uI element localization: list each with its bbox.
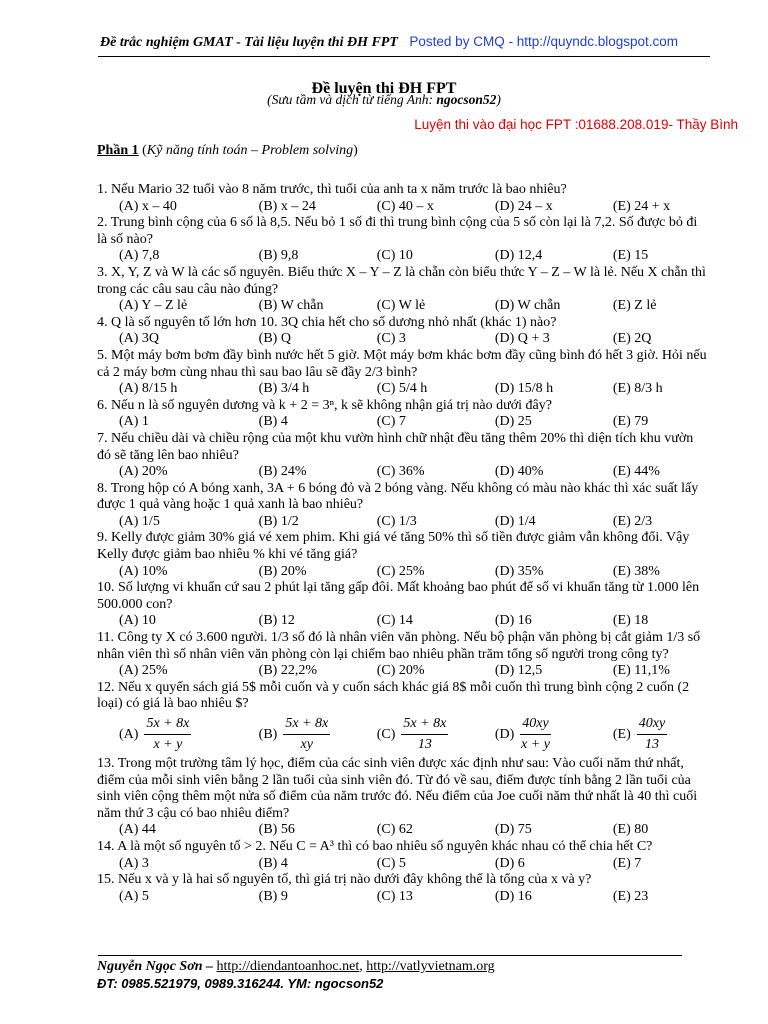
- footer-divider: [98, 955, 682, 956]
- answer-option: (B) 4: [258, 414, 288, 430]
- answer-option: (C) 10: [376, 248, 413, 264]
- header-link[interactable]: Posted by CMQ - http://quyndc.blogspot.com: [409, 34, 679, 49]
- answer-option: (C) 13: [376, 888, 413, 904]
- question-item: [97, 215, 709, 265]
- answer-option: (C) 1/3: [376, 513, 417, 529]
- fraction-denominator: x + y: [521, 737, 550, 752]
- section-label: Phần 1: [97, 143, 139, 158]
- answer-option: (D) 6: [494, 855, 525, 871]
- answer-options: [97, 514, 709, 531]
- header-title: Đề trắc nghiệm GMAT - Tài liệu luyện thi ĐH FPT: [100, 35, 398, 50]
- answer-options: [97, 822, 709, 839]
- fraction: [520, 716, 550, 753]
- answer-option: (C) 25%: [376, 563, 425, 579]
- answer-options: [97, 331, 709, 348]
- subtitle-suffix: ): [496, 92, 501, 107]
- answer-options: [97, 381, 709, 398]
- answer-option-label: (B): [258, 726, 278, 742]
- answer-option: (A) 1: [119, 414, 149, 430]
- answer-option: (A) 25%: [119, 663, 168, 679]
- subtitle-author: ngocson52: [436, 92, 497, 107]
- answer-option: (D) 24 – x: [494, 198, 553, 214]
- footer-author: Nguyễn Ngọc Sơn –: [97, 959, 214, 974]
- answer-option: (B) Q: [258, 331, 291, 347]
- footer-separator: ,: [359, 959, 363, 974]
- question-item: [97, 580, 709, 630]
- document-subtitle: [0, 92, 768, 108]
- question-text: 8. Trong hộp có A bóng xanh, 3A + 6 bóng đỏ và 2 bóng vàng. Nếu không có màu nào khác thì xác suất lấy được 1 quả vàng hoặc 1 quả xanh là bao nhiêu?: [97, 480, 699, 513]
- answer-option: (A) 3: [119, 855, 149, 871]
- answer-option: (B) 56: [258, 822, 295, 838]
- subtitle-prefix: (Sưu tầm và dịch từ tiếng Anh:: [267, 92, 437, 107]
- answer-option: (C) 3: [376, 331, 406, 347]
- answer-option: (E) 15: [612, 248, 649, 264]
- answer-option: (E) 7: [612, 855, 642, 871]
- fraction-denominator: xy: [300, 737, 313, 752]
- answer-option: (A) 8/15 h: [119, 381, 178, 397]
- section-paren-open: (: [142, 143, 147, 158]
- answer-option: (E) 2Q: [612, 331, 652, 347]
- section-heading: [97, 143, 358, 159]
- answer-option: (A) 3Q: [119, 331, 160, 347]
- answer-option: (A) 1/5: [119, 513, 160, 529]
- answer-option: (D) Q + 3: [494, 331, 550, 347]
- answer-option: (A) 7,8: [119, 248, 160, 264]
- answer-option: (D) 1/4: [494, 513, 536, 529]
- question-item: [97, 481, 709, 531]
- answer-option: (D) 12,4: [494, 248, 543, 264]
- fraction: [283, 716, 330, 753]
- page-header: [100, 34, 710, 51]
- answer-option: (D) 75: [494, 822, 532, 838]
- question-item: [97, 315, 709, 348]
- section-description: Kỹ năng tính toán – Problem solving: [146, 143, 354, 158]
- question-item: [97, 265, 709, 315]
- answer-option: (C) 20%: [376, 663, 425, 679]
- answer-option: (D) W chẵn: [494, 298, 561, 314]
- question-text: 11. Công ty X có 3.600 người. 1/3 số đó là nhân viên văn phòng. Nếu bộ phận văn phòng bị cắt giảm 1/3 số nhân viên thì số nhân viên văn phòng còn lại chiếm bao nhiêu phần trăm tổng số người trong công ty?: [97, 630, 701, 662]
- answer-option: (B) 4: [258, 855, 288, 871]
- answer-option: (C) W lẻ: [376, 298, 426, 314]
- answer-option: (C) 40 – x: [376, 198, 434, 214]
- question-item: [97, 182, 709, 215]
- answer-option: (C) 7: [376, 414, 406, 430]
- answer-options: [97, 564, 709, 581]
- promo-text: Luyện thi vào đại học FPT :01688.208.019- Thầy Bình: [414, 117, 738, 132]
- answer-option: [97, 716, 237, 753]
- header-divider: [98, 56, 710, 57]
- footer-link-vatlyvietnam[interactable]: http://vatlyvietnam.org: [366, 959, 495, 974]
- answer-option: (C) 36%: [376, 464, 425, 480]
- question-text: 2. Trung bình cộng của 6 số là 8,5. Nếu bỏ 1 số đi thì trung bình cộng của 5 số còn lại là 7,2. Số được bỏ đi là số nào?: [97, 215, 698, 247]
- question-item: [97, 398, 709, 431]
- question-item: [97, 756, 709, 839]
- question-text: 5. Một máy bơm bơm đầy bình nước hết 5 giờ. Một máy bơm khác bơm đầy cũng bình đó hết 3 giờ. Hỏi nếu cả 2 máy bơm cùng nhau thì sau bao lâu sẽ đầy 2/3 bình?: [97, 347, 707, 380]
- answer-option: (C) 5: [376, 855, 406, 871]
- answer-option: (D) 16: [494, 888, 532, 904]
- answer-options: [97, 199, 709, 216]
- answer-option: (E) 18: [612, 613, 649, 629]
- answer-option: (C) 62: [376, 822, 413, 838]
- answer-option: (B) 9,8: [258, 248, 299, 264]
- answer-option: (B) 12: [258, 613, 295, 629]
- footer-link-diendantoanhoc[interactable]: http://diendantoanhoc.net: [216, 959, 360, 974]
- answer-option: [473, 716, 591, 753]
- answer-option: (A) Y – Z lẻ: [119, 298, 188, 314]
- fraction-numerator: 5x + 8x: [283, 716, 330, 735]
- answer-option: (E) 23: [612, 888, 649, 904]
- question-text: 3. X, Y, Z và W là các số nguyên. Biểu thức X – Y – Z là chẵn còn biểu thức Y – Z – W là lẻ. Nếu X chẵn thì trong các câu sau câu nào đúng?: [97, 264, 706, 297]
- question-text: 7. Nếu chiều dài và chiều rộng của một khu vườn hình chữ nhật đều tăng thêm 20% thì diện tích khu vườn đó sẽ tăng lên bao nhiêu?: [97, 430, 694, 463]
- question-text: 4. Q là số nguyên tố lớn hơn 10. 3Q chia hết cho số dương nhỏ nhất (khác 1) nào?: [97, 314, 557, 330]
- answer-option: (E) 8/3 h: [612, 381, 663, 397]
- answer-option: (E) 24 + x: [612, 198, 671, 214]
- fraction-denominator: 13: [417, 737, 432, 752]
- question-text: 6. Nếu n là số nguyên dương và k + 2 = 3ⁿ, k sẽ không nhận giá trị nào dưới đây?: [97, 397, 552, 413]
- answer-option: (B) W chẵn: [258, 298, 324, 314]
- answer-options: [97, 298, 709, 315]
- question-text: 10. Số lượng vi khuẩn cứ sau 2 phút lại tăng gấp đôi. Mất khoảng bao phút để số vi khuẩn tăng từ 1.000 lên 500.000 con?: [97, 580, 700, 612]
- answer-option: (A) 10: [119, 613, 156, 629]
- fraction: [637, 716, 667, 753]
- answer-option: (E) 80: [612, 822, 649, 838]
- question-text: 12. Nếu x quyển sách giá 5$ mỗi cuốn và y cuốn sách khác giá 8$ mỗi cuốn thì trung bình cộng 2 cuốn (2 loại) có giá là bao nhiêu $?: [97, 679, 690, 712]
- section-paren-close: ): [353, 143, 358, 158]
- question-text: 14. A là một số nguyên tố > 2. Nếu C = A³ thì có bao nhiêu số nguyên khác nhau có thể chia hết C?: [97, 838, 653, 854]
- answer-option: (E) 38%: [612, 563, 660, 579]
- question-item: [97, 630, 709, 680]
- question-item: [97, 530, 709, 580]
- answer-option: (A) 44: [119, 822, 156, 838]
- answer-option: (D) 15/8 h: [494, 381, 554, 397]
- answer-options: [97, 613, 709, 630]
- fraction-numerator: 5x + 8x: [401, 716, 448, 735]
- question-item: [97, 872, 709, 905]
- answer-option-label: (C): [376, 726, 396, 742]
- answer-option: (B) 22,2%: [258, 663, 317, 679]
- answer-option: (B) 24%: [258, 464, 307, 480]
- answer-option: [355, 716, 473, 753]
- question-item: [97, 431, 709, 481]
- fraction-numerator: 5x + 8x: [144, 716, 191, 735]
- fraction-denominator: x + y: [153, 737, 183, 752]
- answer-option: (E) 2/3: [612, 513, 653, 529]
- fraction-numerator: 40xy: [637, 716, 667, 735]
- answer-option: (B) 20%: [258, 563, 307, 579]
- answer-option: (C) 5/4 h: [376, 381, 428, 397]
- answer-option: (E) 11,1%: [612, 663, 670, 679]
- answer-option: (D) 25: [494, 414, 532, 430]
- question-list: [97, 182, 709, 905]
- footer-line: [97, 959, 495, 975]
- answer-option: (D) 12,5: [494, 663, 543, 679]
- answer-option: (A) 20%: [119, 464, 168, 480]
- answer-option-label: (D): [494, 726, 515, 742]
- answer-option: (E) 44%: [612, 464, 660, 480]
- answer-option: [591, 716, 709, 753]
- answer-options: [97, 889, 709, 906]
- answer-option: (C) 14: [376, 613, 413, 629]
- answer-option-label: (A): [119, 726, 139, 742]
- question-item: [97, 348, 709, 398]
- answer-options: [97, 663, 709, 680]
- answer-option: [237, 716, 355, 753]
- fraction: [144, 716, 191, 753]
- answer-option: (A) 10%: [119, 563, 168, 579]
- fraction: [401, 716, 448, 753]
- document-title: Đề luyện thi ĐH FPT: [311, 80, 457, 97]
- question-text: 1. Nếu Mario 32 tuổi vào 8 năm trước, thì tuổi của anh ta x năm trước là bao nhiêu?: [97, 182, 567, 197]
- answer-option: (B) 3/4 h: [258, 381, 310, 397]
- answer-options: [97, 856, 709, 873]
- answer-option: (B) 1/2: [258, 513, 299, 529]
- answer-option: (D) 35%: [494, 563, 544, 579]
- answer-option: (A) x – 40: [119, 198, 177, 214]
- question-text: 15. Nếu x và y là hai số nguyên tố, thì giá trị nào dưới đây không thể là tổng của x và y?: [97, 872, 592, 888]
- answer-option: (D) 40%: [494, 464, 544, 480]
- answer-options: [97, 464, 709, 481]
- answer-options: [97, 248, 709, 265]
- answer-option: (D) 16: [494, 613, 532, 629]
- answer-option: (B) x – 24: [258, 198, 316, 214]
- answer-options: [97, 414, 709, 431]
- question-item: [97, 680, 709, 755]
- fraction-numerator: 40xy: [520, 716, 550, 735]
- question-item: [97, 839, 709, 872]
- answer-option: (B) 9: [258, 888, 288, 904]
- answer-options: [97, 715, 709, 755]
- answer-option: (A) 5: [119, 888, 149, 904]
- footer-contact: ĐT: 0985.521979, 0989.316244. YM: ngocson52: [97, 976, 384, 991]
- fraction-denominator: 13: [645, 737, 659, 752]
- answer-option: (E) 79: [612, 414, 649, 430]
- question-text: 13. Trong một trường tâm lý học, điểm của các sinh viên được xác định như sau: Vào cuối năm thứ nhất, điểm của mỗi sinh viên bằng 2 lần tuổi của sinh viên đó. Từ đó về sau, điểm được tính bằng 2 lần tuổi của sinh viên cộng thêm một nửa số điểm của năm trước đó. Nếu điểm của Joe cuối năm thứ nhất là 40 thì cuối năm thứ 3 cậu có bao nhiêu điểm?: [97, 756, 698, 821]
- answer-option: (E) Z lẻ: [612, 298, 657, 314]
- question-text: 9. Kelly được giảm 30% giá vé xem phim. Khi giá vé tăng 50% thì số tiền được giảm vẫn không đổi. Vậy Kelly được giảm bao nhiêu % khi vé tăng giá?: [97, 530, 690, 563]
- answer-option-label: (E): [612, 726, 631, 742]
